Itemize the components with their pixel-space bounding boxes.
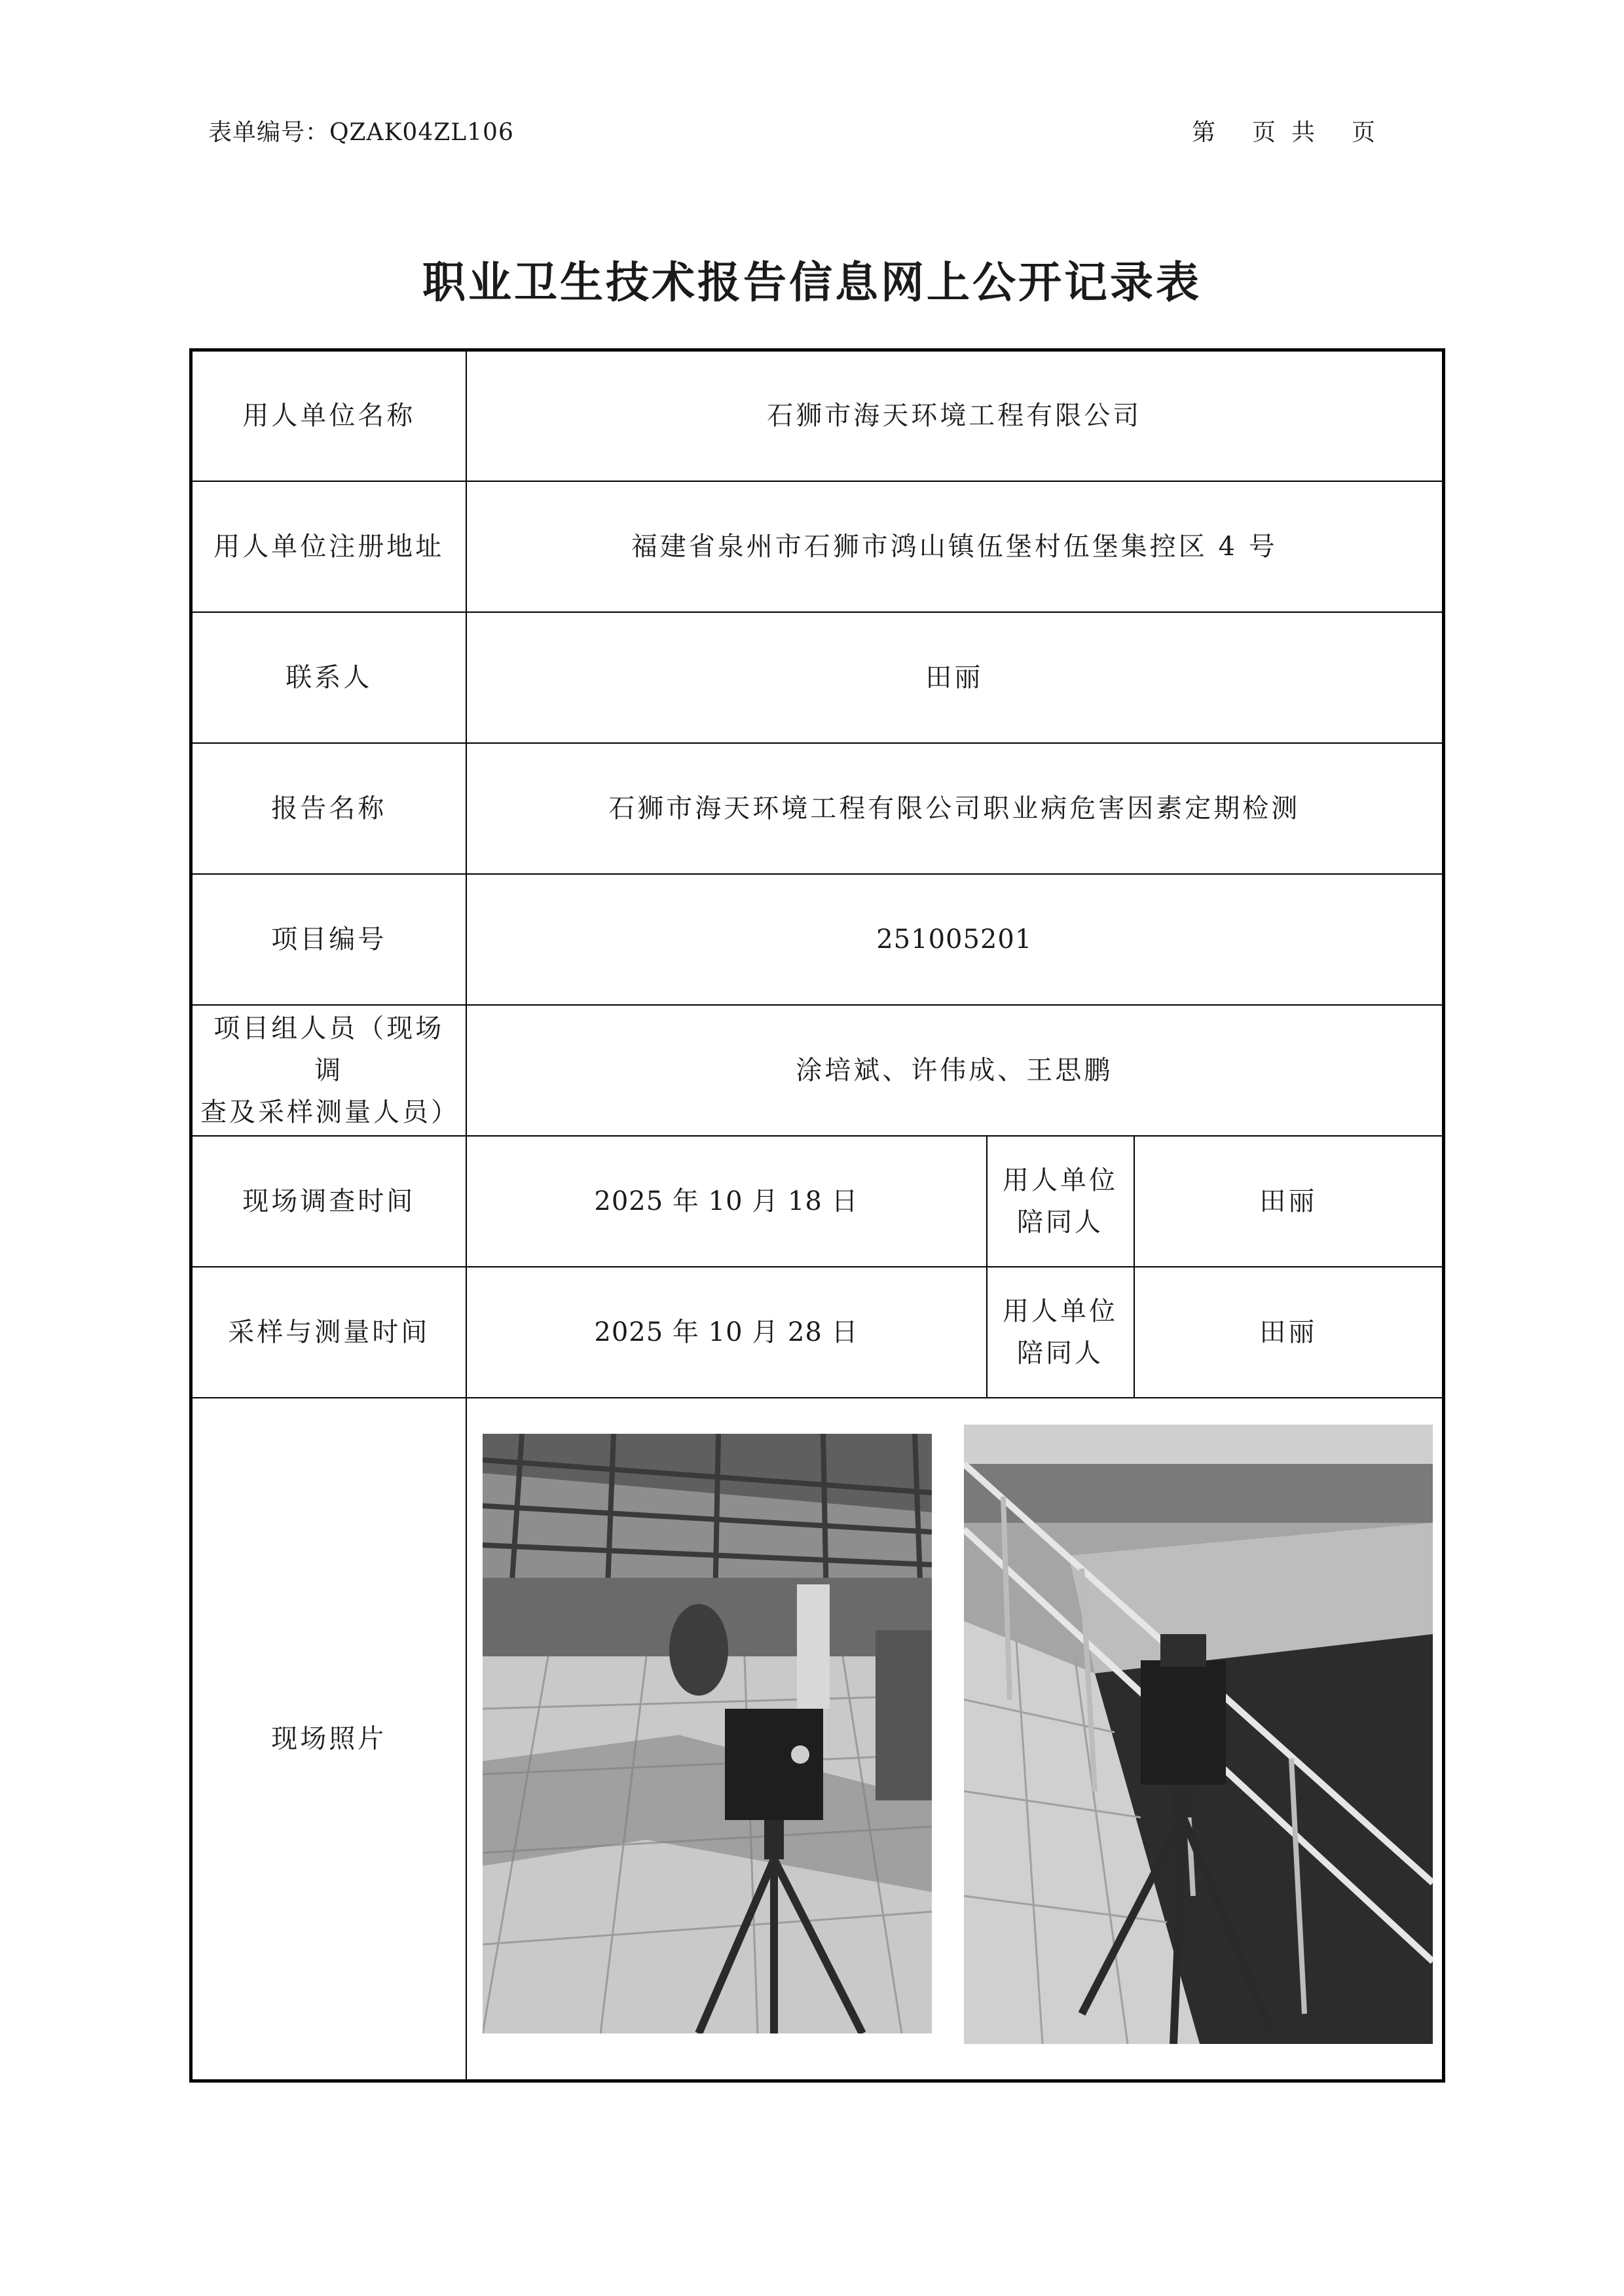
photos-cell <box>466 1398 1444 2081</box>
site-photo-2-image <box>964 1425 1433 2044</box>
label-team-line2: 查及采样测量人员） <box>200 1097 460 1127</box>
value-survey-accompany: 田丽 <box>1134 1136 1444 1267</box>
label-survey-time: 现场调查时间 <box>191 1136 466 1267</box>
label-sampling-time: 采样与测量时间 <box>191 1267 466 1398</box>
row-photos <box>191 1398 1444 2081</box>
label-sampling-accompany <box>987 1267 1134 1398</box>
page-title: 职业卫生技术报告信息网上公开记录表 <box>422 257 1202 308</box>
label-team-line1: 项目组人员（现场调 <box>213 1013 445 1085</box>
label-team <box>191 1005 466 1136</box>
label-survey-accompany-line1: 用人单位 <box>1003 1165 1118 1195</box>
value-sampling-accompany: 田丽 <box>1134 1267 1444 1398</box>
row-report-name <box>191 743 1444 874</box>
label-employer-name: 用人单位名称 <box>191 350 466 481</box>
label-project-no: 项目编号 <box>191 874 466 1005</box>
page-ye-2: 页 <box>1352 119 1376 146</box>
value-employer-address: 福建省泉州市石狮市鸿山镇伍堡村伍堡集控区 4 号 <box>466 481 1444 612</box>
value-team: 涂培斌、许伟成、王思鹏 <box>466 1005 1444 1136</box>
value-survey-time: 2025 年 10 月 18 日 <box>466 1136 987 1267</box>
value-report-name: 石狮市海天环境工程有限公司职业病危害因素定期检测 <box>466 743 1444 874</box>
page-gong: 共 <box>1291 119 1316 146</box>
label-employer-address: 用人单位注册地址 <box>191 481 466 612</box>
label-photos: 现场照片 <box>191 1398 466 2081</box>
label-sampling-accompany-line1: 用人单位 <box>1003 1296 1118 1326</box>
row-team <box>191 1005 1444 1136</box>
value-project-no: 251005201 <box>466 874 1444 1005</box>
row-employer-address <box>191 481 1444 612</box>
row-project-no <box>191 874 1444 1005</box>
record-table <box>189 348 1445 2083</box>
label-contact: 联系人 <box>191 612 466 743</box>
site-photo-1-image <box>483 1434 932 2033</box>
photos-container <box>467 1398 1443 2079</box>
site-photo-1 <box>483 1434 932 2033</box>
value-employer-name: 石狮市海天环境工程有限公司 <box>466 350 1444 481</box>
label-report-name: 报告名称 <box>191 743 466 874</box>
row-contact <box>191 612 1444 743</box>
page-ye: 页 <box>1252 119 1277 146</box>
value-sampling-time: 2025 年 10 月 28 日 <box>466 1267 987 1398</box>
row-employer-name <box>191 350 1444 481</box>
row-survey <box>191 1136 1444 1267</box>
row-sampling <box>191 1267 1444 1398</box>
form-number: 表单编号：QZAK04ZL106 <box>208 119 514 146</box>
value-contact: 田丽 <box>466 612 1444 743</box>
site-photo-2 <box>964 1425 1433 2044</box>
label-sampling-accompany-line2: 陪同人 <box>1017 1338 1103 1368</box>
label-survey-accompany <box>987 1136 1134 1267</box>
page-di: 第 <box>1192 119 1217 146</box>
label-survey-accompany-line2: 陪同人 <box>1017 1207 1103 1237</box>
